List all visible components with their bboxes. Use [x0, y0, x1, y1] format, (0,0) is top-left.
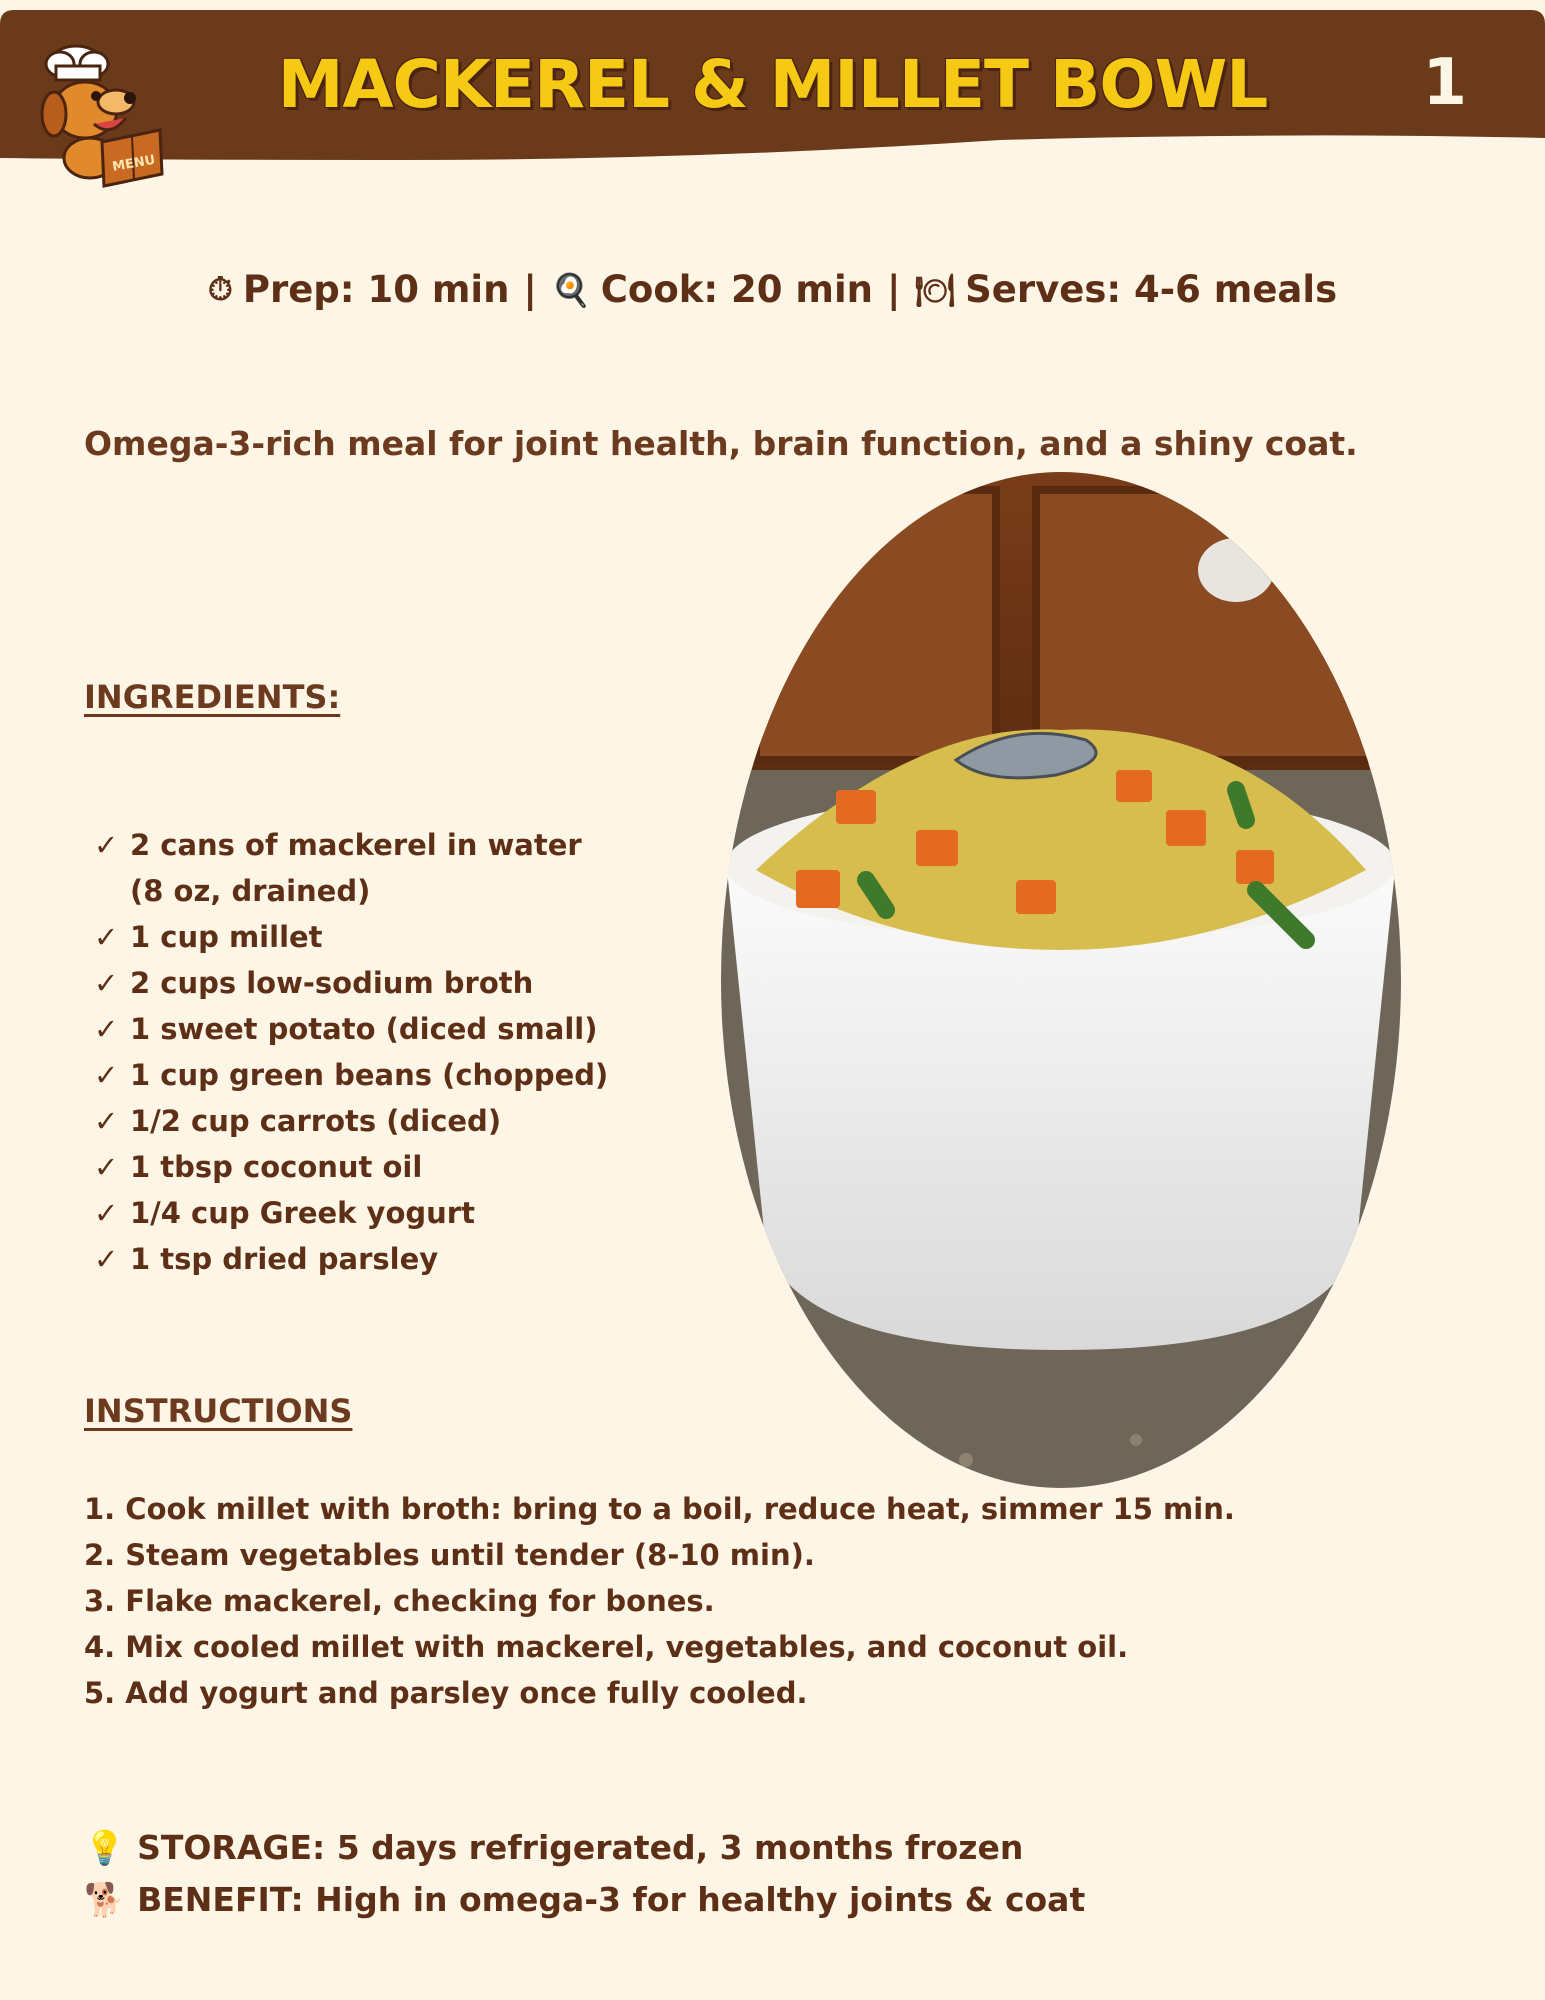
check-icon: ✓ — [94, 1242, 119, 1276]
list-item — [92, 1144, 692, 1190]
meta-separator: | — [887, 268, 901, 311]
frying-pan-icon: 🍳 — [550, 270, 591, 309]
ingredient-text: 1 cup millet — [130, 920, 323, 954]
storage-note — [84, 1822, 1085, 1874]
ingredient-text: 2 cups low-sodium broth — [130, 966, 534, 1000]
recipe-description: Omega-3-rich meal for joint health, brain function, and a shiny coat. — [84, 424, 1358, 463]
header — [0, 10, 1545, 175]
instructions-heading: INSTRUCTIONS — [84, 1392, 353, 1430]
check-icon: ✓ — [94, 966, 119, 1000]
ingredient-text: 1 cup green beans (chopped) — [130, 1058, 609, 1092]
list-item — [92, 960, 692, 1006]
check-icon: ✓ — [94, 828, 119, 862]
check-icon: ✓ — [94, 1012, 119, 1046]
list-item — [92, 868, 692, 914]
page-number: 1 — [1422, 46, 1467, 120]
list-item — [92, 1098, 692, 1144]
stopwatch-icon: ⏱ — [207, 270, 233, 308]
list-item — [92, 822, 692, 868]
notes — [84, 1822, 1085, 1926]
instruction-step: 4. Mix cooled millet with mackerel, vegetables, and coconut oil. — [84, 1630, 1129, 1664]
check-icon: ✓ — [94, 920, 119, 954]
check-icon: ✓ — [94, 1150, 119, 1184]
ingredient-text: 1 sweet potato (diced small) — [130, 1012, 598, 1046]
instruction-step: 5. Add yogurt and parsley once fully cooled. — [84, 1676, 808, 1710]
recipe-meta — [0, 268, 1545, 311]
recipe-photo — [716, 470, 1406, 1490]
ingredients-heading: INGREDIENTS: — [84, 678, 341, 716]
servings: Serves: 4-6 meals — [965, 268, 1338, 311]
instruction-step: 3. Flake mackerel, checking for bones. — [84, 1584, 715, 1618]
instructions-list — [84, 1486, 1235, 1716]
list-item — [92, 1190, 692, 1236]
prep-time: Prep: 10 min — [242, 268, 510, 311]
dog-icon: 🐕 — [84, 1880, 126, 1919]
benefit-note — [84, 1874, 1085, 1926]
instruction-step: 2. Steam vegetables until tender (8-10 min). — [84, 1538, 815, 1572]
ingredient-text: (8 oz, drained) — [130, 874, 371, 908]
cook-time: Cook: 20 min — [600, 268, 874, 311]
list-item — [92, 1006, 692, 1052]
benefit-text: BENEFIT: High in omega-3 for healthy joints & coat — [137, 1880, 1086, 1919]
ingredient-text: 1 tbsp coconut oil — [130, 1150, 423, 1184]
instruction-step: 1. Cook millet with broth: bring to a boil, reduce heat, simmer 15 min. — [84, 1492, 1235, 1526]
mascot-menu-label: MENU — [111, 152, 157, 175]
storage-text: STORAGE: 5 days refrigerated, 3 months frozen — [137, 1828, 1024, 1867]
fork-knife-plate-icon: 🍽 — [914, 270, 956, 309]
page-title: MACKEREL & MILLET BOWL — [277, 46, 1268, 123]
ingredient-text: 1/4 cup Greek yogurt — [130, 1196, 475, 1230]
check-icon: ✓ — [94, 1058, 119, 1092]
ingredient-text: 1/2 cup carrots (diced) — [130, 1104, 502, 1138]
check-icon: ✓ — [94, 1104, 119, 1138]
list-item — [92, 1236, 692, 1282]
check-icon: ✓ — [94, 1196, 119, 1230]
ingredient-text: 1 tsp dried parsley — [130, 1242, 439, 1276]
meta-separator: | — [523, 268, 537, 311]
ingredients-list — [92, 822, 692, 1282]
lightbulb-icon: 💡 — [84, 1828, 126, 1867]
ingredient-text: 2 cans of mackerel in water — [130, 828, 582, 862]
list-item — [92, 1052, 692, 1098]
list-item — [92, 914, 692, 960]
